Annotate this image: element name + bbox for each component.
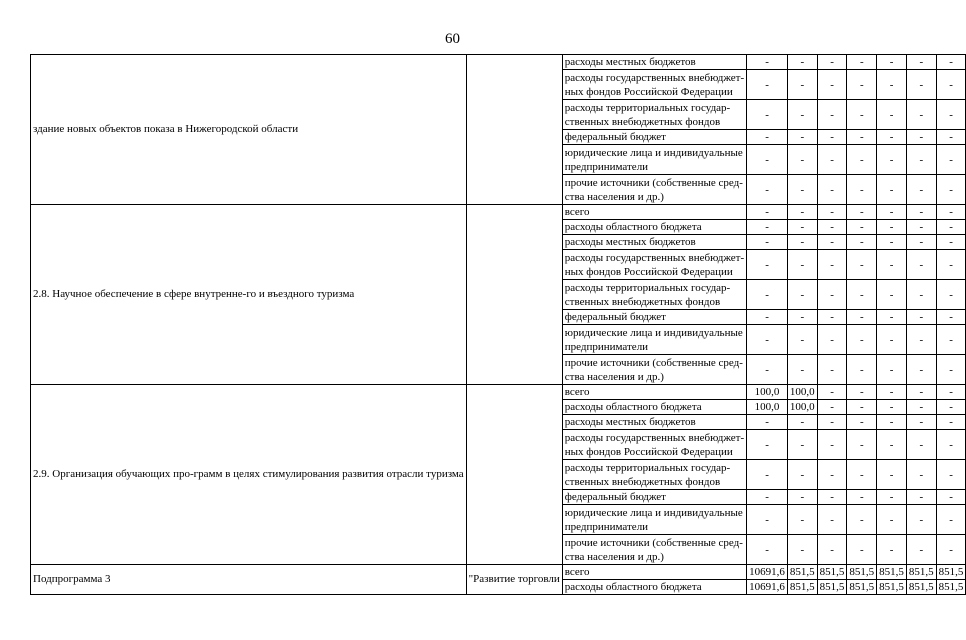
value-cell: - [936, 145, 966, 175]
funding-source-cell: расходы областного бюджета [562, 220, 746, 235]
value-cell: - [847, 100, 877, 130]
value-cell: - [747, 100, 788, 130]
value-cell: - [936, 250, 966, 280]
table-row [31, 205, 966, 220]
value-cell: - [847, 355, 877, 385]
value-cell: - [877, 55, 907, 70]
value-cell: - [787, 325, 817, 355]
responsible-cell [466, 55, 562, 205]
value-cell: - [747, 280, 788, 310]
value-cell: 851,5 [817, 580, 847, 595]
table-row [31, 565, 966, 580]
value-cell: - [877, 355, 907, 385]
value-cell: - [847, 220, 877, 235]
value-cell: - [877, 205, 907, 220]
value-cell: - [817, 55, 847, 70]
value-cell: - [847, 505, 877, 535]
value-cell: - [906, 385, 936, 400]
value-cell: 100,0 [747, 400, 788, 415]
value-cell: - [747, 250, 788, 280]
value-cell: - [936, 310, 966, 325]
value-cell: - [906, 175, 936, 205]
value-cell: - [877, 145, 907, 175]
value-cell: - [747, 355, 788, 385]
funding-source-cell: расходы местных бюджетов [562, 235, 746, 250]
value-cell: - [747, 175, 788, 205]
value-cell: - [877, 310, 907, 325]
value-cell: - [847, 175, 877, 205]
value-cell: - [936, 70, 966, 100]
value-cell: - [847, 325, 877, 355]
value-cell: - [787, 205, 817, 220]
measure-name-cell: 2.9. Организация обучающих про-грамм в целях стимулирования развития отрасли туризма [31, 385, 467, 565]
funding-source-cell: расходы территориальных государ- ственных внебюджетных фондов [562, 460, 746, 490]
value-cell: - [906, 505, 936, 535]
value-cell: - [906, 400, 936, 415]
funding-source-cell: федеральный бюджет [562, 490, 746, 505]
value-cell: - [817, 505, 847, 535]
value-cell: - [787, 100, 817, 130]
value-cell: - [906, 430, 936, 460]
value-cell: - [877, 130, 907, 145]
value-cell: - [747, 325, 788, 355]
page-number: 60 [445, 31, 460, 47]
value-cell: - [847, 430, 877, 460]
funding-source-cell: федеральный бюджет [562, 310, 746, 325]
funding-source-cell: федеральный бюджет [562, 130, 746, 145]
value-cell: - [817, 100, 847, 130]
value-cell: - [936, 100, 966, 130]
value-cell: - [817, 460, 847, 490]
value-cell: - [787, 175, 817, 205]
value-cell: - [747, 220, 788, 235]
value-cell: - [787, 355, 817, 385]
value-cell: - [817, 205, 847, 220]
value-cell: - [787, 220, 817, 235]
value-cell: - [747, 310, 788, 325]
value-cell: - [787, 460, 817, 490]
measure-name-cell: Подпрограмма 3 [31, 565, 467, 595]
value-cell: - [847, 70, 877, 100]
value-cell: - [877, 460, 907, 490]
value-cell: - [877, 415, 907, 430]
responsible-cell: "Развитие торговли [466, 565, 562, 595]
value-cell: 10691,6 [747, 565, 788, 580]
value-cell: - [847, 145, 877, 175]
value-cell: - [877, 535, 907, 565]
value-cell: - [817, 325, 847, 355]
table-row [31, 385, 966, 400]
budget-table [30, 54, 966, 595]
value-cell: - [787, 505, 817, 535]
value-cell: 851,5 [936, 565, 966, 580]
value-cell: - [817, 130, 847, 145]
value-cell: - [847, 385, 877, 400]
value-cell: - [936, 325, 966, 355]
measure-name-cell: 2.8. Научное обеспечение в сфере внутренне-го и въездного туризма [31, 205, 467, 385]
value-cell: - [906, 280, 936, 310]
value-cell: - [906, 130, 936, 145]
value-cell: - [936, 415, 966, 430]
value-cell: - [847, 235, 877, 250]
table-row [31, 55, 966, 70]
value-cell: - [936, 400, 966, 415]
funding-source-cell: юридические лица и индивидуальные предприниматели [562, 505, 746, 535]
value-cell: - [817, 280, 847, 310]
value-cell: - [936, 490, 966, 505]
value-cell: - [877, 505, 907, 535]
value-cell: - [817, 400, 847, 415]
value-cell: - [747, 505, 788, 535]
value-cell: - [847, 400, 877, 415]
value-cell: - [906, 355, 936, 385]
value-cell: - [936, 505, 966, 535]
value-cell: - [906, 145, 936, 175]
value-cell: - [847, 490, 877, 505]
value-cell: 851,5 [817, 565, 847, 580]
responsible-cell [466, 205, 562, 385]
value-cell: - [747, 70, 788, 100]
value-cell: - [906, 235, 936, 250]
value-cell: - [936, 355, 966, 385]
value-cell: - [877, 235, 907, 250]
value-cell: - [817, 355, 847, 385]
value-cell: 851,5 [877, 580, 907, 595]
value-cell: - [906, 70, 936, 100]
value-cell: - [787, 535, 817, 565]
value-cell: - [906, 415, 936, 430]
value-cell: 10691,6 [747, 580, 788, 595]
funding-source-cell: расходы государственных внебюджет- ных фондов Российской Федерации [562, 430, 746, 460]
value-cell: - [747, 130, 788, 145]
value-cell: - [877, 100, 907, 130]
value-cell: - [787, 490, 817, 505]
value-cell: - [817, 145, 847, 175]
value-cell: - [877, 250, 907, 280]
value-cell: - [747, 415, 788, 430]
value-cell: - [817, 310, 847, 325]
funding-source-cell: прочие источники (собственные сред- ства населения и др.) [562, 175, 746, 205]
value-cell: - [787, 430, 817, 460]
value-cell: 100,0 [787, 400, 817, 415]
value-cell: - [877, 325, 907, 355]
value-cell: - [936, 280, 966, 310]
value-cell: - [787, 55, 817, 70]
funding-source-cell: расходы государственных внебюджет- ных фондов Российской Федерации [562, 250, 746, 280]
value-cell: - [936, 55, 966, 70]
value-cell: - [936, 205, 966, 220]
value-cell: 851,5 [936, 580, 966, 595]
value-cell: - [747, 145, 788, 175]
value-cell: - [787, 310, 817, 325]
value-cell: - [906, 100, 936, 130]
value-cell: - [817, 430, 847, 460]
value-cell: - [787, 70, 817, 100]
value-cell: - [906, 535, 936, 565]
value-cell: - [787, 250, 817, 280]
value-cell: - [906, 490, 936, 505]
value-cell: - [847, 250, 877, 280]
funding-source-cell: всего [562, 205, 746, 220]
value-cell: 851,5 [787, 580, 817, 595]
value-cell: 851,5 [787, 565, 817, 580]
value-cell: - [877, 280, 907, 310]
value-cell: - [747, 55, 788, 70]
funding-source-cell: расходы местных бюджетов [562, 55, 746, 70]
value-cell: - [877, 430, 907, 460]
value-cell: 851,5 [847, 580, 877, 595]
value-cell: - [906, 55, 936, 70]
funding-source-cell: юридические лица и индивидуальные предприниматели [562, 325, 746, 355]
funding-source-cell: прочие источники (собственные сред- ства населения и др.) [562, 535, 746, 565]
value-cell: - [936, 535, 966, 565]
funding-source-cell: прочие источники (собственные сред- ства населения и др.) [562, 355, 746, 385]
value-cell: - [936, 175, 966, 205]
value-cell: - [936, 235, 966, 250]
value-cell: - [847, 205, 877, 220]
value-cell: - [787, 235, 817, 250]
funding-source-cell: расходы областного бюджета [562, 580, 746, 595]
funding-source-cell: расходы местных бюджетов [562, 415, 746, 430]
value-cell: - [747, 235, 788, 250]
value-cell: - [747, 205, 788, 220]
responsible-cell [466, 385, 562, 565]
value-cell: - [817, 235, 847, 250]
value-cell: - [787, 145, 817, 175]
value-cell: 100,0 [747, 385, 788, 400]
value-cell: - [877, 70, 907, 100]
value-cell: - [847, 310, 877, 325]
value-cell: - [747, 430, 788, 460]
value-cell: - [747, 490, 788, 505]
value-cell: - [747, 460, 788, 490]
value-cell: - [877, 490, 907, 505]
value-cell: - [936, 430, 966, 460]
value-cell: 851,5 [847, 565, 877, 580]
value-cell: - [936, 385, 966, 400]
funding-source-cell: всего [562, 385, 746, 400]
value-cell: - [877, 400, 907, 415]
value-cell: 851,5 [877, 565, 907, 580]
value-cell: - [877, 220, 907, 235]
value-cell: 851,5 [906, 565, 936, 580]
funding-source-cell: расходы областного бюджета [562, 400, 746, 415]
value-cell: - [847, 535, 877, 565]
value-cell: - [906, 205, 936, 220]
value-cell: 851,5 [906, 580, 936, 595]
value-cell: - [747, 535, 788, 565]
value-cell: - [906, 250, 936, 280]
value-cell: - [817, 535, 847, 565]
value-cell: - [817, 175, 847, 205]
value-cell: - [936, 460, 966, 490]
value-cell: - [877, 175, 907, 205]
value-cell: - [817, 250, 847, 280]
funding-source-cell: расходы государственных внебюджет- ных фондов Российской Федерации [562, 70, 746, 100]
value-cell: - [936, 220, 966, 235]
value-cell: - [906, 220, 936, 235]
value-cell: - [847, 460, 877, 490]
value-cell: - [877, 385, 907, 400]
value-cell: - [817, 220, 847, 235]
value-cell: - [906, 325, 936, 355]
value-cell: - [847, 415, 877, 430]
value-cell: - [847, 130, 877, 145]
value-cell: 100,0 [787, 385, 817, 400]
value-cell: - [906, 460, 936, 490]
value-cell: - [847, 55, 877, 70]
value-cell: - [787, 130, 817, 145]
value-cell: - [787, 280, 817, 310]
value-cell: - [817, 490, 847, 505]
funding-source-cell: расходы территориальных государ- ственных внебюджетных фондов [562, 100, 746, 130]
value-cell: - [787, 415, 817, 430]
value-cell: - [817, 385, 847, 400]
funding-source-cell: расходы территориальных государ- ственных внебюджетных фондов [562, 280, 746, 310]
value-cell: - [847, 280, 877, 310]
measure-name-cell: здание новых объектов показа в Нижегородской области [31, 55, 467, 205]
value-cell: - [936, 130, 966, 145]
funding-source-cell: всего [562, 565, 746, 580]
value-cell: - [817, 415, 847, 430]
value-cell: - [906, 310, 936, 325]
value-cell: - [817, 70, 847, 100]
funding-source-cell: юридические лица и индивидуальные предприниматели [562, 145, 746, 175]
